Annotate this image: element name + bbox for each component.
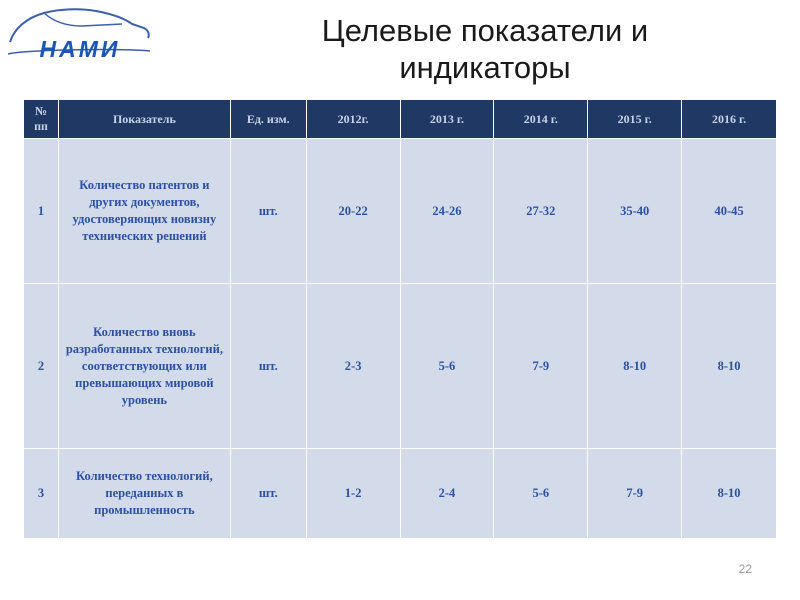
row-value-2016: 8-10 (682, 284, 777, 449)
row-value-2012: 2-3 (306, 284, 400, 449)
nami-logo (4, 4, 154, 66)
row-unit: шт. (230, 139, 306, 284)
header-2013: 2013 г. (400, 100, 494, 139)
row-value-2012: 20-22 (306, 139, 400, 284)
row-value-2014: 7-9 (494, 284, 588, 449)
row-unit: шт. (230, 284, 306, 449)
row-value-2015: 35-40 (588, 139, 682, 284)
row-value-2013: 5-6 (400, 284, 494, 449)
row-value-2016: 8-10 (682, 449, 777, 539)
row-indicator: Количество патентов и других документов, удостоверяющих новизну технических решений (58, 139, 230, 284)
header-2015: 2015 г. (588, 100, 682, 139)
header-indicator: Показатель (58, 100, 230, 139)
header-2014: 2014 г. (494, 100, 588, 139)
header-2012: 2012г. (306, 100, 400, 139)
page-number: 22 (738, 562, 752, 576)
row-value-2012: 1-2 (306, 449, 400, 539)
page-title: Целевые показатели и индикаторы (321, 13, 649, 85)
row-indicator: Количество технологий, переданных в промышленность (58, 449, 230, 539)
table-row (24, 139, 777, 284)
indicators-table (23, 99, 777, 539)
table-row (24, 284, 777, 449)
row-value-2014: 27-32 (494, 139, 588, 284)
table-row (24, 449, 777, 539)
row-indicator: Количество вновь разработанных технологий, соответствующих или превышающих мировой уровень (58, 284, 230, 449)
logo-text: НАМИ (39, 36, 121, 62)
row-value-2016: 40-45 (682, 139, 777, 284)
row-num: 3 (24, 449, 59, 539)
row-value-2015: 8-10 (588, 284, 682, 449)
header-row (24, 100, 777, 139)
header-2016: 2016 г. (682, 100, 777, 139)
header-num: № пп (24, 100, 59, 139)
header-unit: Ед. изм. (230, 100, 306, 139)
row-value-2013: 24-26 (400, 139, 494, 284)
row-num: 1 (24, 139, 59, 284)
row-unit: шт. (230, 449, 306, 539)
row-num: 2 (24, 284, 59, 449)
row-value-2014: 5-6 (494, 449, 588, 539)
row-value-2013: 2-4 (400, 449, 494, 539)
row-value-2015: 7-9 (588, 449, 682, 539)
